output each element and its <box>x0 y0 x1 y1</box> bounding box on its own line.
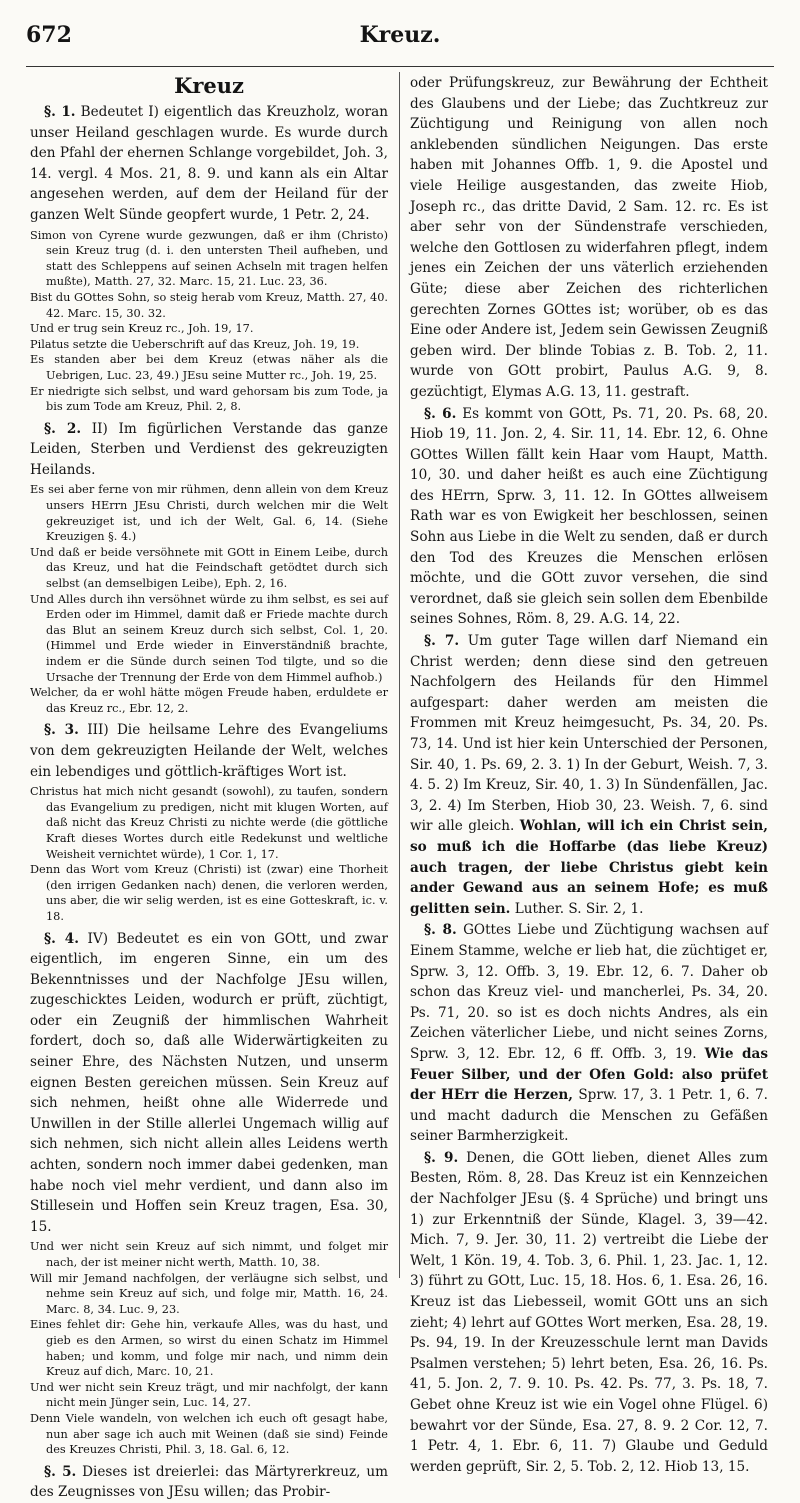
scripture-note: Und daß er beide versöhnete mit GOtt in Einem Leibe, durch das Kreuz, und hat die Feindschaft getödtet durch sich selbst (an demselbigen Leibe), Eph. 2, 16. <box>30 545 388 591</box>
section-number: §. 9. <box>424 1149 459 1166</box>
section-number: §. 4. <box>44 930 79 947</box>
running-head <box>26 22 774 56</box>
section-paragraph <box>30 419 388 481</box>
section-paragraph <box>410 1148 768 1478</box>
emphasized-quote: Wie das Feuer Silber, und der Ofen Gold: also prüfet der HErr die Herzen, <box>410 1045 768 1104</box>
right-column <box>410 72 768 1475</box>
section-paragraph <box>30 1462 388 1503</box>
scripture-note: Welcher, da er wohl hätte mögen Freude haben, erduldete er das Kreuz rc., Ebr. 12, 2. <box>30 686 388 715</box>
scripture-note: Simon von Cyrene wurde gezwungen, daß er ihm (Christo) sein Kreuz trug (d. i. den untersten Theil aufheben, und statt des Schleppens auf seinen Achseln mit tragen helfen mußte), Matth. 27, 32. Marc. 15, 21. Luc. 23, 36. <box>30 228 388 289</box>
section-text: Es kommt von GOtt, Ps. 71, 20. Ps. 68, 20. Hiob 19, 11. Jon. 2, 4. Sir. 11, 14. Ebr. 12, 6. Ohne GOttes Willen fällt kein Haar vom Haupt, Matth. 10, 30. und daher heißt es auch eine Züchtigung des HErrn, Sprw. 3, 11. 12. In GOttes allweisem Rath war es von Ewigkeit her beschlossen, seinen Sohn aus Liebe in die Welt zu senden, daß er durch den Tod des Kreuzes die Menschen erlösen möchte, und die GOtt zuvor versehen, die sind verordnet, daß sie gleich sein sollen dem Ebenbilde seines Sohnes, Röm. 8, 29. A.G. 14, 22. <box>410 405 768 628</box>
scripture-note: Pilatus setzte die Ueberschrift auf das Kreuz, Joh. 19, 19. <box>30 337 360 351</box>
scripture-note: Es sei aber ferne von mir rühmen, denn allein von dem Kreuz unsers HErrn JEsu Christi, durch welchen mir die Welt gekreuziget ist, und ich der Welt, Gal. 6, 14. (Siehe Kreuzigen §. 4.) <box>30 483 388 544</box>
scripture-note: Er niedrigte sich selbst, und ward gehorsam bis zum Tode, ja bis zum Tode am Kreuz, Phil. 2, 8. <box>30 384 388 414</box>
scripture-note: Es standen aber bei dem Kreuz (etwas näher als die Uebrigen, Luc. 23, 49.) JEsu seine Mutter rc., Joh. 19, 25. <box>30 353 388 382</box>
section-text: IV) Bedeutet es ein von GOtt, und zwar eigentlich, im engeren Sinne, ein um des Bekenntnisses und der Nachfolge JEsu willen, zugeschicktes Leiden, wodurch er prüft, züchtigt, oder ein Zeugniß der himmlischen Wahrheit fordert, doch so, daß alle Widerwärtigkeiten zu seiner Ehre, des Nächsten Nutzen, und unserm eignen Besten gereichen müssen. Sein Kreuz auf sich nehmen, heißt ohne alle Widerrede und Unwillen in der Stille allerlei Ungemach willig auf sich nehmen, sich nicht allein alles Leidens werth achten, sondern noch immer dabei gedenken, man habe noch viel mehr verdient, und dann also im Stillesein und Hoffen sein Kreuz tragen, Esa. 30, 15. <box>30 930 388 1235</box>
section-paragraph <box>30 102 388 226</box>
section-paragraph <box>30 720 388 782</box>
quote-reference: Luther. S. Sir. 2, 1. <box>514 900 644 917</box>
section-text: II) Im figürlichen Verstande das ganze Leiden, Sterben und Verdienst des gekreuzigten Heilands. <box>30 420 388 478</box>
scripture-note: Denn das Wort vom Kreuz (Christi) ist (zwar) eine Thorheit (den irrigen Gedanken nach) denen, die verloren werden, uns aber, die wir selig werden, ist es eine Gotteskraft, ic. v. 18. <box>30 863 388 923</box>
section-paragraph <box>30 929 388 1238</box>
section-text: oder Prüfungskreuz, zur Bewährung der Echtheit des Glaubens und der Liebe; das Zuchtkreuz zur Züchtigung und Reinigung von allen noch anklebenden sündlichen Neigungen. Das erste haben mit Johannes Offb. 1, 9. die Apostel und viele Heilige ausgestanden, das zweite Hiob, Joseph rc., das dritte David, 2 Sam. 12. rc. Es ist aber sehr von der Sündenstrafe verschieden, welche den Gottlosen zu widerfahren pflegt, indem jenes ein Zeichen der uns väterlich erziehenden Güte; diese aber Zeichen des richterlichen gerechten Zornes GOttes ist; worüber, ob es das Eine oder Andere ist, Jedem sein Gewissen Zeugniß geben wird. Der blinde Tobias z. B. Tob. 2, 11. wurde von GOtt probirt, Paulus A.G. 9, 8. gezüchtigt, Elymas A.G. 13, 11. gestraft. <box>410 75 768 400</box>
section-paragraph <box>410 404 768 631</box>
quote-reference: Sprw. 17, 3. 1 Petr. 1, 6. 7. und macht dadurch die Menschen zu Gefäßen seiner Barmherzigkeit. <box>410 1087 768 1145</box>
left-column-body <box>30 102 388 1503</box>
section-text: GOttes Liebe und Züchtigung wachsen auf Einem Stamme, welche er lieb hat, die züchtiget er, Sprw. 3, 12. Offb. 3, 19. Ebr. 12, 6. 7. Daher ob schon das Kreuz viel- und mancherlei, Ps. 34, 20. Ps. 71, 20. so ist es doch nichts Andres, als ein Zeichen väterlicher Liebe, und nicht seines Zorns, Sprw. 3, 12. Ebr. 12, 6 ff. Offb. 3, 19. <box>410 922 768 1062</box>
running-title: Kreuz. <box>359 22 441 48</box>
section-paragraph <box>410 920 768 1147</box>
section-number: §. 8. <box>424 922 457 939</box>
scripture-note: Will mir Jemand nachfolgen, der verläugne sich selbst, und nehme sein Kreuz auf sich, und folge mir, Matth. 16, 24. Marc. 8, 34. Luc. 9, 23. <box>30 1271 388 1316</box>
emphasized-quote: Wohlan, will ich ein Christ sein, so muß ich die Hoffarbe (das liebe Kreuz) auch tragen, der liebe Christus giebt kein ander Gewand aus an seinem Hofe; es muß gelitten sein. <box>410 818 768 917</box>
scripture-note: Und er trug sein Kreuz rc., Joh. 19, 17. <box>30 322 254 336</box>
section-text: Denen, die GOtt lieben, dienet Alles zum Besten, Röm. 8, 28. Das Kreuz ist ein Kennzeichen der Nachfolger JEsu (§. 4 Sprüche) und bringt uns 1) zur Erkenntniß der Sünde, Klagel. 3, 39—42. Mich. 7, 9. Jer. 30, 11. 2) vertreibt die Liebe der Welt, 1 Kön. 19, 4. Tob. 3, 6. Phil. 1, 23. Jac. 1, 12. 3) führt zu GOtt, Luc. 15, 18. Hos. 6, 1. Esa. 26, 16. Kreuz ist das Liebesseil, womit GOtt uns an sich zieht; 4) lehrt auf GOttes Wort merken, Esa. 28, 19. Ps. 94, 19. In der Kreuzesschule lernt man Davids Psalmen verstehen; 5) lehrt beten, Esa. 26, 16. Ps. 41, 5. Jon. 2, 7. 9. 10. Ps. 42. Ps. 77, 3. Ps. 18, 7. Gebet ohne Kreuz ist wie ein Vogel ohne Flügel. 6) bewahrt vor der Sünde, Esa. 27, 8. 9. 2 Cor. 12, 7. 1 Petr. 4, 1. Ebr. 6, 11. 7) Glaube und Geduld werden geprüft, Sir. 2, 5. Tob. 2, 12. Hiob 13, 15. <box>410 1149 768 1475</box>
section-number: §. 3. <box>44 722 79 739</box>
section-number: §. 7. <box>424 633 460 650</box>
column-divider <box>399 72 400 1278</box>
section-text: Um guter Tage willen darf Niemand ein Christ werden; denn diese sind den getreuen Nachfolgern des Heilands für den Himmel aufgespart: daher werden am meisten die Frommen mit Kreuz heimgesucht, Ps. 34, 20. Ps. 73, 14. Und ist hier kein Unterschied der Personen, Sir. 40, 1. Ps. 69, 2. 3. 1) In der Geburt, Weish. 7, 3. 4. 5. 2) Im Kreuz, Sir. 40, 1. 3) In Sündenfällen, Jac. 3, 2. 4) Im Sterben, Hiob 30, 23. Weish. 7, 6. sind wir alle gleich. <box>410 633 768 835</box>
right-column-body <box>410 73 768 1477</box>
section-number: §. 2. <box>44 420 82 437</box>
page-number: 672 <box>26 22 72 48</box>
article-title: Kreuz <box>174 73 244 98</box>
scripture-note: Und wer nicht sein Kreuz trägt, und mir nachfolgt, der kann nicht mein Jünger sein, Luc. 14, 27. <box>30 1380 388 1410</box>
section-number: §. 6. <box>424 405 457 422</box>
section-text: III) Die heilsame Lehre des Evangeliums von dem gekreuzigten Heilande der Welt, welches ein lebendiges und göttlich-kräftiges Wort ist. <box>30 722 389 780</box>
header-rule <box>26 66 774 67</box>
section-text: Bedeutet I) eigentlich das Kreuzholz, woran unser Heiland geschlagen wurde. Es wurde durch den Pfahl der ehernen Schlange vorgebildet, Joh. 3, 14. vergl. 4 Mos. 21, 8. 9. und kann als ein Altar angesehen werden, auf dem der Heiland für der ganzen Welt Sünde geopfert wurde, 1 Petr. 2, 24. <box>30 104 388 223</box>
scripture-note: Und Alles durch ihn versöhnet würde zu ihm selbst, es sei auf Erden oder im Himmel, damit daß er Friede machte durch das Blut an seinem Kreuz durch sich selbst, Col. 1, 20. (Himmel und Erde wieder in Einverständniß brachte, indem er die Sünde durch seinen Tod tilgte, und so die Ursache der Trennung der Erde von dem Himmel aufhob.) <box>30 592 388 684</box>
scripture-note: Denn Viele wandeln, von welchen ich euch oft gesagt habe, nun aber sage ich auch mit Weinen (daß sie sind) Feinde des Kreuzes Christi, Phil. 3, 18. Gal. 6, 12. <box>30 1411 388 1457</box>
section-text: Dieses ist dreierlei: das Märtyrerkreuz, um des Zeugnisses von JEsu willen; das Probir- <box>30 1463 388 1501</box>
scripture-note: Eines fehlet dir: Gehe hin, verkaufe Alles, was du hast, und gieb es den Armen, so wirst du einen Schatz im Himmel haben; und komm, und folge mir nach, und nimm dein Kreuz auf dich, Marc. 10, 21. <box>30 1318 388 1379</box>
section-number: §. 1. <box>44 104 76 120</box>
scripture-note: Und wer nicht sein Kreuz auf sich nimmt, und folget mir nach, der ist meiner nicht werth, Matth. 10, 38. <box>30 1240 388 1269</box>
scripture-note: Christus hat mich nicht gesandt (sowohl), zu taufen, sondern das Evangelium zu predigen, nicht mit klugen Worten, auf daß nicht das Kreuz Christi zu nichte werde (die göttliche Kraft dieses Wortes durch eitle Redekunst und weltliche Weisheit vernichtet würde), 1 Cor. 1, 17. <box>30 785 388 861</box>
section-number: §. 5. <box>44 1463 77 1480</box>
left-column <box>30 72 389 1501</box>
continued-paragraph <box>410 73 768 403</box>
scripture-note: Bist du GOttes Sohn, so steig herab vom Kreuz, Matth. 27, 40. 42. Marc. 15, 30. 32. <box>30 290 389 320</box>
section-paragraph <box>410 631 768 919</box>
